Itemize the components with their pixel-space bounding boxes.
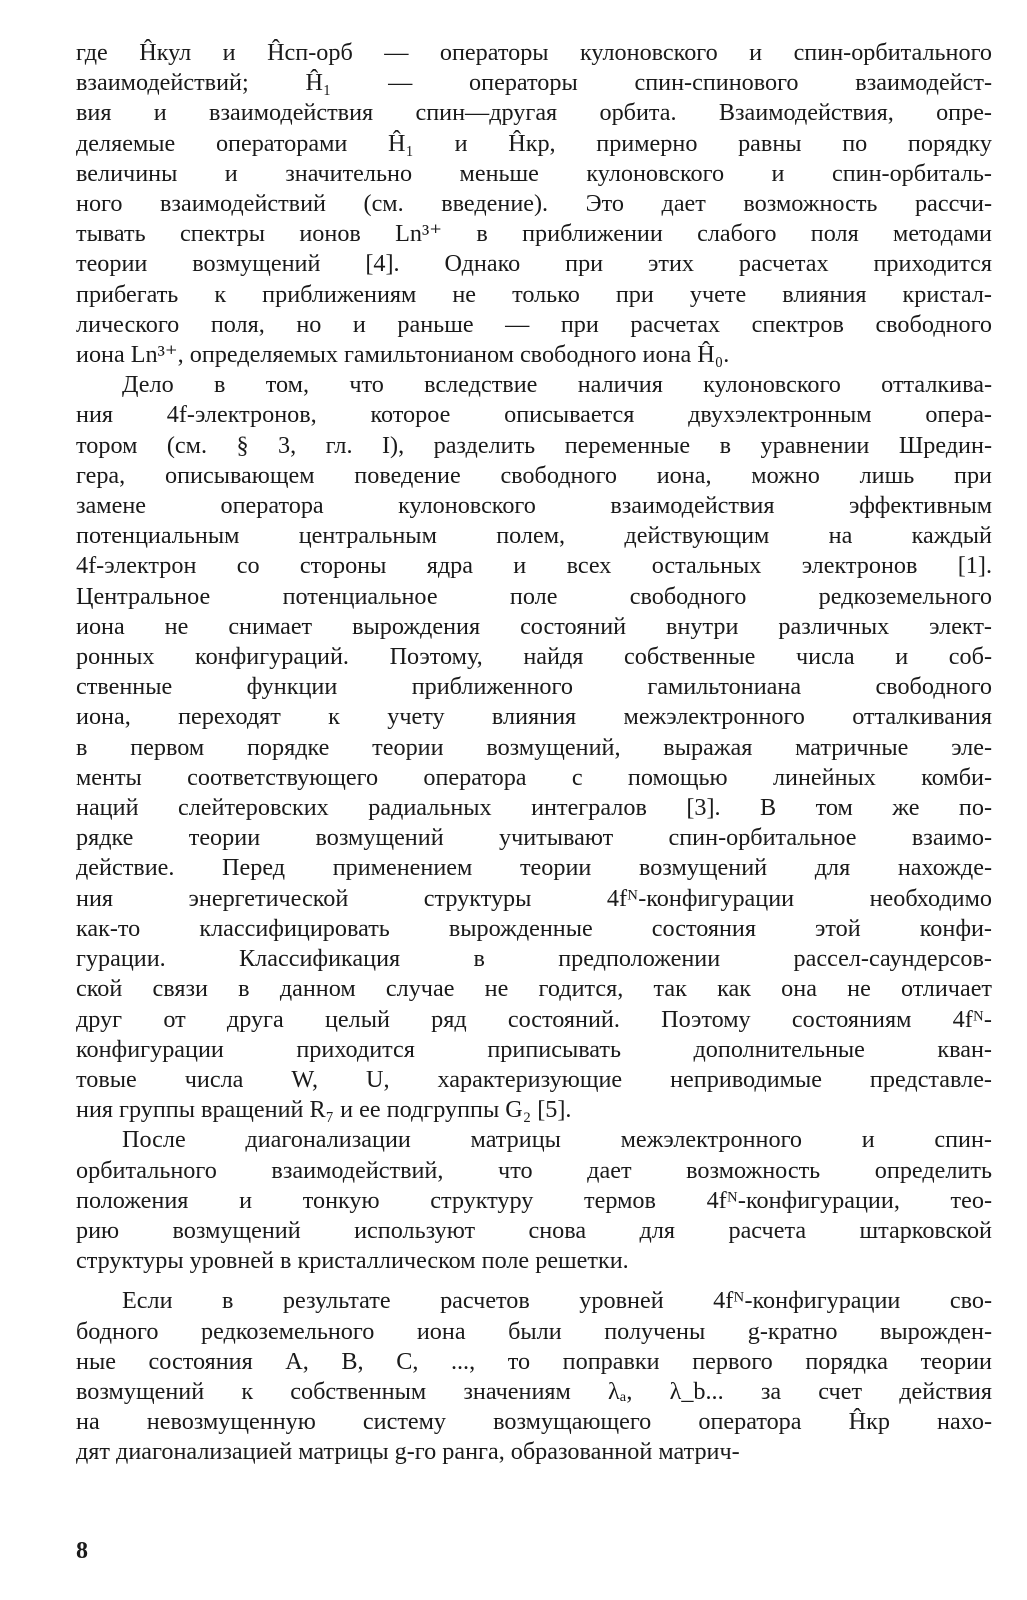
- text-line: положения и тонкую структуру термов 4fᴺ-конфигурации, тео-: [76, 1186, 992, 1214]
- text-line: на невозмущенную систему возмущающего оператора Ĥкр нахо-: [76, 1408, 992, 1436]
- text-line: бодного редкоземельного иона были получены g-кратно вырожден-: [76, 1317, 992, 1345]
- text-line: Центральное потенциальное поле свободного редкоземельного: [76, 582, 992, 610]
- text-line: 4f-электрон со стороны ядра и всех остальных электронов [1].: [76, 552, 992, 580]
- text-line: иона Ln³⁺, определяемых гамильтонианом свободного иона Ĥ₀.: [76, 341, 730, 369]
- text-line: гурации. Классификация в предположении рассел-саундерсов-: [76, 945, 992, 973]
- text-line: дят диагонализацией матрицы g-го ранга, образованной матрич-: [76, 1438, 740, 1466]
- text-line: ные состояния A, B, C, ..., то поправки первого порядка теории: [76, 1347, 992, 1375]
- text-line: иона, переходят к учету влияния межэлектронного отталкивания: [76, 703, 992, 731]
- text-line: наций слейтеровских радиальных интегралов [3]. В том же по-: [76, 794, 992, 822]
- text-line: ного взаимодействий (см. введение). Это дает возможность рассчи-: [76, 190, 992, 218]
- document-page: [76, 38, 992, 1468]
- text-line: рядке теории возмущений учитывают спин-орбитальное взаимо-: [76, 824, 992, 852]
- text-line: ния 4f-электронов, которое описывается двухэлектронным опера-: [76, 401, 992, 429]
- text-line: тором (см. § 3, гл. I), разделить переменные в уравнении Шредин-: [76, 431, 992, 459]
- paragraph: [76, 38, 992, 370]
- text-line: теории возмущений [4]. Однако при этих расчетах приходится: [76, 250, 992, 278]
- text-line: ния группы вращений R₇ и ее подгруппы G₂ [5].: [76, 1096, 572, 1124]
- text-line: замене оператора кулоновского взаимодействия эффективным: [76, 492, 992, 520]
- text-line: иона не снимает вырождения состояний внутри различных элект-: [76, 612, 992, 640]
- paragraph: [76, 1125, 992, 1276]
- paragraph: [76, 1286, 992, 1467]
- page-number: 8: [76, 1538, 88, 1564]
- text-line: конфигурации приходится приписывать дополнительные кван-: [76, 1035, 992, 1063]
- text-line: структуры уровней в кристаллическом поле решетки.: [76, 1247, 629, 1275]
- text-line: После диагонализации матрицы межэлектронного и спин-: [122, 1126, 992, 1154]
- text-line: потенциальным центральным полем, действующим на каждый: [76, 522, 992, 550]
- text-line: Если в результате расчетов уровней 4fᴺ-конфигурации сво-: [122, 1287, 992, 1315]
- text-line: лического поля, но и раньше — при расчетах спектров свободного: [76, 310, 992, 338]
- text-line: Дело в том, что вследствие наличия кулоновского отталкива-: [122, 371, 992, 399]
- text-line: величины и значительно меньше кулоновского и спин-орбиталь-: [76, 159, 992, 187]
- text-line: менты соответствующего оператора с помощью линейных комби-: [76, 763, 992, 791]
- text-line: как-то классифицировать вырожденные состояния этой конфи-: [76, 914, 992, 942]
- text-line: где Ĥкул и Ĥсп-орб — операторы кулоновского и спин-орбитального: [76, 39, 992, 66]
- text-line: орбитального взаимодействий, что дает возможность определить: [76, 1156, 992, 1184]
- text-line: друг от друга целый ряд состояний. Поэтому состояниям 4fᴺ-: [76, 1005, 992, 1033]
- text-line: действие. Перед применением теории возмущений для нахожде-: [76, 854, 992, 882]
- text-line: ния энергетической структуры 4fᴺ-конфигурации необходимо: [76, 884, 992, 912]
- paragraph: [76, 370, 992, 1125]
- text-line: тывать спектры ионов Ln³⁺ в приближении слабого поля методами: [76, 220, 992, 248]
- text-line: рию возмущений используют снова для расчета штарковской: [76, 1216, 992, 1244]
- text-line: гера, описывающем поведение свободного иона, можно лишь при: [76, 461, 992, 489]
- text-line: возмущений к собственным значениям λₐ, λ_b... за счет действия: [76, 1377, 992, 1405]
- text-line: ронных конфигураций. Поэтому, найдя собственные числа и соб-: [76, 643, 992, 671]
- text-line: взаимодействий; Ĥ₁ — операторы спин-спинового взаимодейст-: [76, 69, 992, 97]
- text-line: ственные функции приближенного гамильтониана свободного: [76, 673, 992, 701]
- text-line: товые числа W, U, характеризующие неприводимые представле-: [76, 1065, 992, 1093]
- text-line: вия и взаимодействия спин—другая орбита. Взаимодействия, опре-: [76, 99, 992, 127]
- text-line: прибегать к приближениям не только при учете влияния кристал-: [76, 280, 992, 308]
- text-line: в первом порядке теории возмущений, выражая матричные эле-: [76, 733, 992, 761]
- text-line: ской связи в данном случае не годится, так как она не отличает: [76, 975, 992, 1003]
- text-line: деляемые операторами Ĥ₁ и Ĥкр, примерно равны по порядку: [76, 129, 992, 157]
